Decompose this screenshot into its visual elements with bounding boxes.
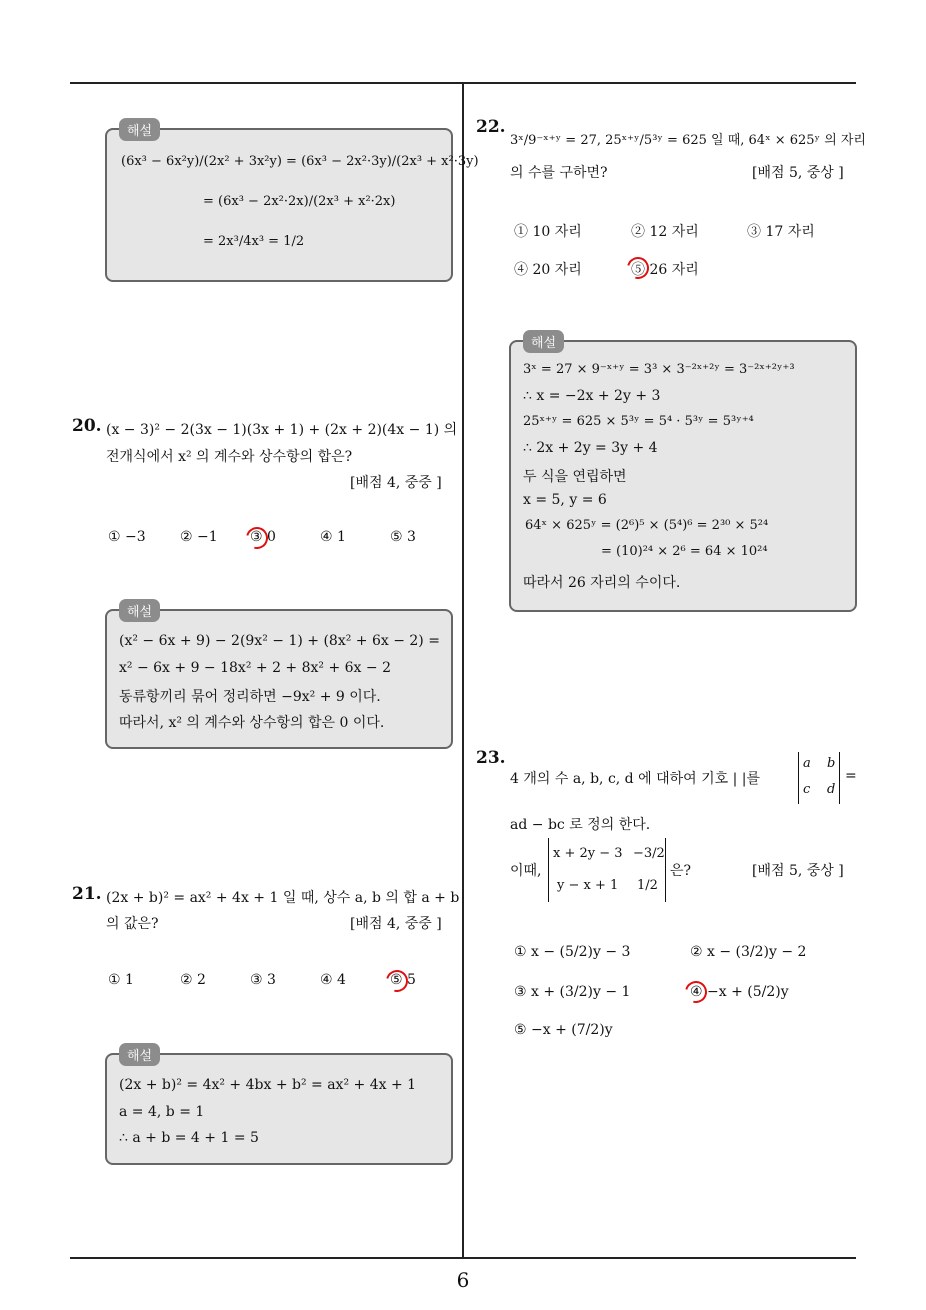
q22-solution-line: 64ˣ × 625ʸ = (2⁶)⁵ × (5⁴)⁶ = 2³⁰ × 5²⁴	[525, 518, 769, 533]
q21-choice-5[interactable]: ⑤ 5	[390, 972, 416, 988]
q20-solution-line: (x² − 6x + 9) − 2(9x² − 1) + (8x² + 6x − 2) =	[119, 633, 440, 649]
q21-solution-line: a = 4, b = 1	[119, 1104, 205, 1120]
solution-label: 해설	[119, 599, 160, 622]
q22-choice-3[interactable]: ③ 17 자리	[747, 224, 815, 240]
q22-solution-line: 25ˣ⁺ʸ = 625 × 5³ʸ = 5⁴ · 5³ʸ = 5³ʸ⁺⁴	[523, 414, 754, 429]
q22-solution-line: 두 식을 연립하면	[523, 469, 627, 485]
det-entry-b: b	[827, 756, 836, 771]
q22-choice-2[interactable]: ② 12 자리	[631, 224, 699, 240]
solution-label: 해설	[119, 118, 160, 141]
q23-choice-3[interactable]: ③ x + (3/2)y − 1	[514, 984, 631, 1000]
q20-solution-box	[105, 605, 453, 749]
footer-rule	[70, 1257, 856, 1259]
solution-label: 해설	[119, 1043, 160, 1066]
q20-stem-line2: 전개식에서 x² 의 계수와 상수항의 합은?	[106, 449, 353, 465]
answer-mark-circle	[681, 977, 711, 1007]
q22-solution-box	[509, 336, 857, 612]
q19-solution-box	[105, 124, 479, 282]
q23-stem-line3-prefix: 이때,	[510, 863, 542, 879]
q22-number: 22.	[476, 117, 506, 137]
q21-stem-line2: 의 값은?	[106, 916, 159, 932]
q21-solution-line: (2x + b)² = 4x² + 4bx + b² = ax² + 4x + 1	[119, 1077, 417, 1093]
answer-mark-circle	[242, 523, 272, 553]
det-entry-c: c	[803, 782, 811, 797]
q22-solution-line: = (10)²⁴ × 2⁶ = 64 × 10²⁴	[601, 544, 768, 559]
answer-mark-circle	[382, 966, 412, 996]
q20-choice-4[interactable]: ④ 1	[320, 529, 346, 545]
q23-choice-2[interactable]: ② x − (3/2)y − 2	[690, 944, 807, 960]
q21-stem-line1: (2x + b)² = ax² + 4x + 1 일 때, 상수 a, b 의 합 a + b	[106, 890, 460, 906]
q22-solution-line: ∴ x = −2x + 2y + 3	[523, 388, 661, 404]
column-divider	[462, 84, 464, 1259]
q22-stem-line1: 3ˣ/9⁻ˣ⁺ʸ = 27, 25ˣ⁺ʸ/5³ʸ = 625 일 때, 64ˣ × 625ʸ 의 자리	[510, 133, 866, 148]
det-entry-d: d	[827, 782, 836, 797]
q20-choice-3[interactable]: ③ 0	[250, 529, 276, 545]
q22-solution-line: x = 5, y = 6	[523, 492, 607, 508]
q21-choice-4[interactable]: ④ 4	[320, 972, 346, 988]
determinant-definition	[798, 752, 840, 804]
q21-choice-1[interactable]: ① 1	[108, 972, 134, 988]
q22-choice-1[interactable]: ① 10 자리	[514, 224, 582, 240]
q19-solution-line: = 2x³/4x³ = 1/2	[203, 234, 305, 249]
q20-choice-2[interactable]: ② −1	[180, 529, 218, 545]
solution-label: 해설	[523, 330, 564, 353]
q22-solution-line: ∴ 2x + 2y = 3y + 4	[523, 440, 658, 456]
page-number: 6	[456, 1268, 470, 1292]
q23-choice-1[interactable]: ① x − (5/2)y − 3	[514, 944, 631, 960]
q23-choice-4[interactable]: ④ −x + (5/2)y	[690, 984, 789, 1000]
q20-choice-1[interactable]: ① −3	[108, 529, 146, 545]
q21-choice-3[interactable]: ③ 3	[250, 972, 276, 988]
q22-solution-line: 3ˣ = 27 × 9⁻ˣ⁺ʸ = 3³ × 3⁻²ˣ⁺²ʸ = 3⁻²ˣ⁺²ʸ⁺³	[523, 362, 795, 377]
det2-entry-1: x + 2y − 3	[553, 846, 623, 861]
q22-choice-5[interactable]: ⑤ 26 자리	[631, 262, 699, 278]
q23-meta: [배점 5, 중상 ]	[752, 863, 844, 879]
q23-stem-line2: ad − bc 로 정의 한다.	[510, 817, 651, 833]
q21-solution-line: ∴ a + b = 4 + 1 = 5	[119, 1130, 259, 1146]
q20-solution-line: 따라서, x² 의 계수와 상수항의 합은 0 이다.	[119, 715, 385, 731]
det2-entry-3: y − x + 1	[557, 878, 619, 893]
q22-solution-line: 따라서 26 자리의 수이다.	[523, 575, 681, 591]
det2-entry-4: 1/2	[637, 878, 658, 893]
q21-solution-box	[105, 1049, 453, 1165]
q21-meta: [배점 4, 중중 ]	[350, 916, 442, 932]
q23-number: 23.	[476, 748, 506, 768]
q23-stem-line3-suffix: 은?	[670, 863, 692, 879]
q23-equals: =	[845, 768, 857, 784]
q20-choice-5[interactable]: ⑤ 3	[390, 529, 416, 545]
q20-meta: [배점 4, 중중 ]	[350, 475, 442, 491]
q20-stem-line1: (x − 3)² − 2(3x − 1)(3x + 1) + (2x + 2)(4x − 1) 의	[106, 422, 458, 438]
q20-solution-line: 동류항끼리 묶어 정리하면 −9x² + 9 이다.	[119, 689, 381, 705]
q20-number: 20.	[72, 416, 102, 436]
q21-choice-2[interactable]: ② 2	[180, 972, 206, 988]
det2-entry-2: −3/2	[633, 846, 665, 861]
q20-solution-line: x² − 6x + 9 − 18x² + 2 + 8x² + 6x − 2	[119, 660, 391, 676]
q22-choice-4[interactable]: ④ 20 자리	[514, 262, 582, 278]
det-entry-a: a	[803, 756, 811, 771]
q19-solution-line: (6x³ − 6x²y)/(2x² + 3x²y) = (6x³ − 2x²·3y)/(2x³ + x²·3y)	[121, 154, 479, 169]
q22-meta: [배점 5, 중상 ]	[752, 165, 844, 181]
q23-choice-5[interactable]: ⑤ −x + (7/2)y	[514, 1022, 613, 1038]
q23-stem-line1: 4 개의 수 a, b, c, d 에 대하여 기호 | |를	[510, 771, 760, 787]
determinant-expression	[548, 838, 666, 902]
q19-solution-line: = (6x³ − 2x²·2x)/(2x³ + x²·2x)	[203, 194, 396, 209]
q22-stem-line2: 의 수를 구하면?	[510, 165, 608, 181]
q21-number: 21.	[72, 884, 102, 904]
